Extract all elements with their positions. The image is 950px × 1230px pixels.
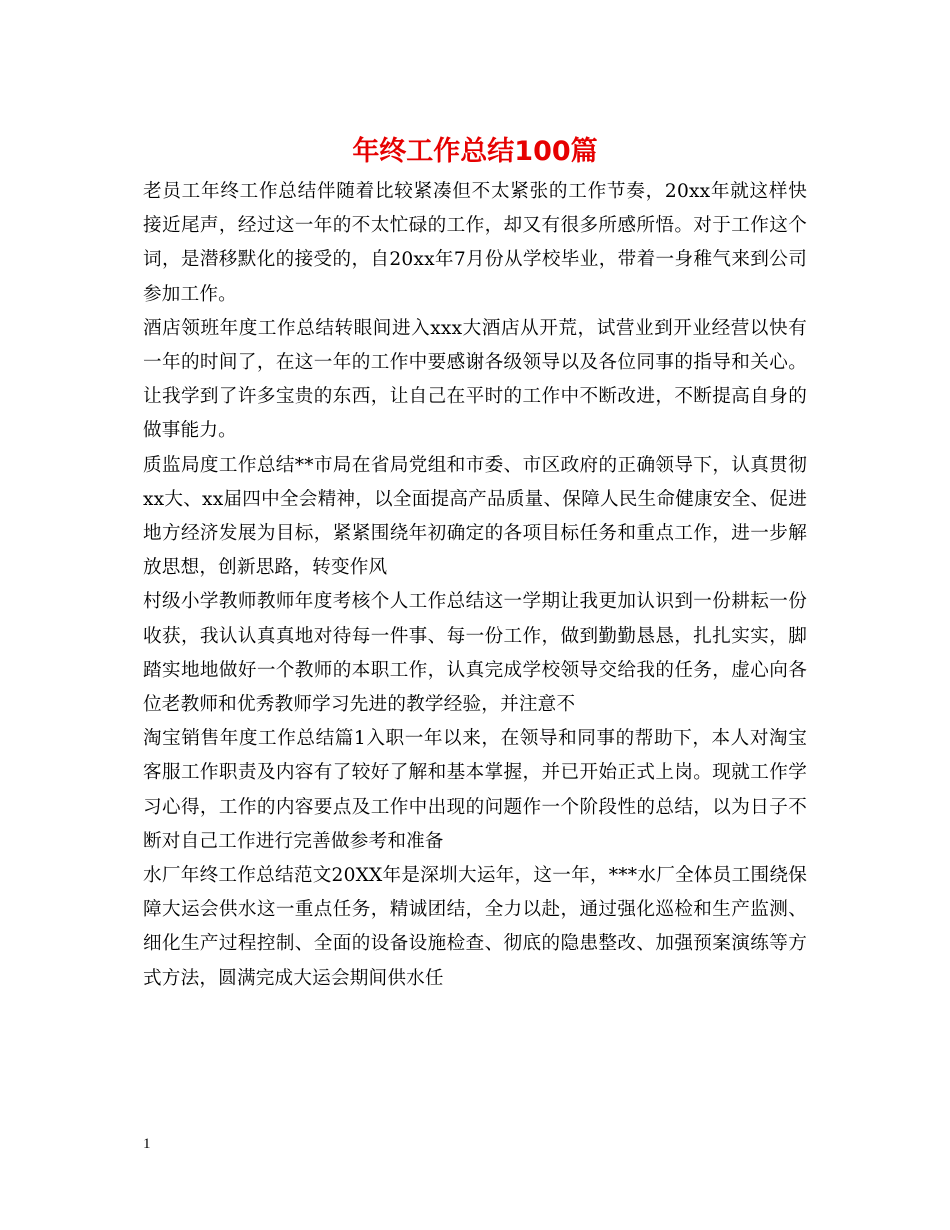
document-title: 年终工作总结100篇 [352, 136, 598, 167]
document-body [143, 175, 807, 996]
paragraph-3: 质监局度工作总结**市局在省局党组和市委、市区政府的正确领导下，认真贯彻xx大、xx届四中全会精神，以全面提高产品质量、保障人民生命健康安全、促进地方经济发展为目标，紧紧围绕年初确定的各项目标任务和重点工作，进一步解放思想，创新思路，转变作风 [143, 454, 807, 579]
paragraph-4: 村级小学教师教师年度考核个人工作总结这一学期让我更加认识到一份耕耘一份收获，我认认真真地对待每一件事、每一份工作，做到勤勤恳恳，扎扎实实，脚踏实地地做好一个教师的本职工作，认真完成学校领导交给我的任务，虚心向各位老教师和优秀教师学习先进的教学经验，并注意不 [143, 591, 807, 716]
paragraph-2: 酒店领班年度工作总结转眼间进入xxx大酒店从开荒，试营业到开业经营以快有一年的时间了，在这一年的工作中要感谢各级领导以及各位同事的指导和关心。让我学到了许多宝贵的东西，让自己在平时的工作中不断改进，不断提高自身的做事能力。 [143, 317, 807, 442]
paragraph-5: 淘宝销售年度工作总结篇1入职一年以来，在领导和同事的帮助下，本人对淘宝客服工作职责及内容有了较好了解和基本掌握，并已开始正式上岗。现就工作学习心得，工作的内容要点及工作中出现的问题作一个阶段性的总结，以为日子不断对自己工作进行完善做参考和准备 [143, 728, 807, 852]
paragraph-6: 水厂年终工作总结范文20XX年是深圳大运年，这一年，***水厂全体员工围绕保障大运会供水这一重点任务，精诚团结，全力以赴，通过强化巡检和生产监测、细化生产过程控制、全面的设备设施检查、彻底的隐患整改、加强预案演练等方式方法，圆满完成大运会期间供水任 [143, 865, 807, 989]
paragraph-1: 老员工年终工作总结伴随着比较紧凑但不太紧张的工作节奏，20xx年就这样快接近尾声，经过这一年的不太忙碌的工作，却又有很多所感所悟。对于工作这个词，是潜移默化的接受的，自20xx年7月份从学校毕业，带着一身稚气来到公司参加工作。 [143, 181, 807, 305]
page-number: 1 [143, 1136, 151, 1152]
